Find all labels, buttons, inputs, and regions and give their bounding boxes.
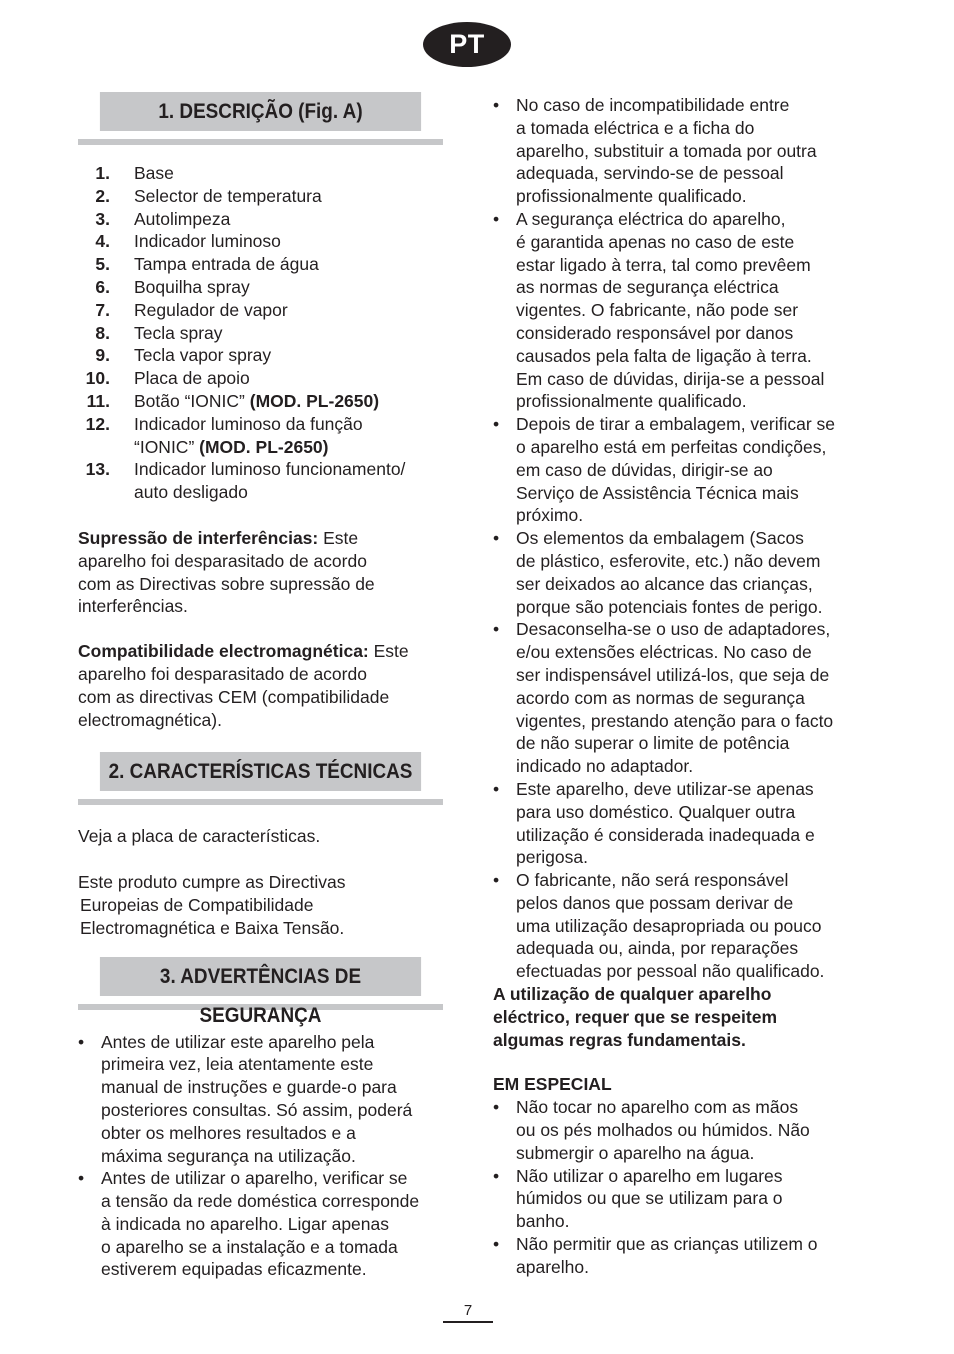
fundamental-rules-line: eléctrico, requer que se respeitem xyxy=(493,1006,778,1027)
bullet-item xyxy=(493,208,865,413)
item-text xyxy=(110,276,250,299)
item-number: 7. xyxy=(95,299,110,320)
interference-line: interferências. xyxy=(78,596,188,617)
bullet-line: para uso doméstico. Qualquer outra xyxy=(516,801,796,822)
language-badge: PT xyxy=(423,22,511,67)
bullet-line: Antes de utilizar o aparelho, verificar se xyxy=(101,1168,408,1189)
fundamental-rules-line: algumas regras fundamentais. xyxy=(493,1029,746,1050)
special-bullets xyxy=(493,1096,865,1278)
bullet-text xyxy=(516,778,815,869)
description-item xyxy=(78,413,443,459)
description-item xyxy=(78,230,443,253)
directives-line: Europeias de Compatibilidade xyxy=(80,894,314,915)
page-number: 7 xyxy=(463,1302,473,1319)
bullet-line: uma utilização desapropriada ou pouco xyxy=(516,915,822,936)
bullet-icon: • xyxy=(493,778,500,799)
bullet-line: à indicada no aparelho. Ligar apenas xyxy=(101,1213,389,1234)
item-text xyxy=(110,367,250,390)
bullet-line: é garantida apenas no caso de este xyxy=(516,231,795,252)
item-number: 8. xyxy=(95,322,110,343)
bullet-line: máxima segurança na utilização. xyxy=(101,1145,356,1166)
bullet-line: a tomada eléctrica e a ficha do xyxy=(516,117,755,138)
bullet-line: utilização é considerada inadequada e xyxy=(516,824,815,845)
item-label-continued: auto desligado xyxy=(134,482,248,503)
description-item xyxy=(78,322,443,345)
item-text xyxy=(110,208,230,231)
bullet-item xyxy=(493,527,865,618)
bullet-text xyxy=(516,1165,783,1233)
bullet-line: a tensão da rede doméstica corresponde xyxy=(101,1191,420,1212)
bullet-item xyxy=(493,413,865,527)
item-label: Indicador luminoso funcionamento/ xyxy=(134,459,406,480)
description-item xyxy=(78,276,443,299)
item-label: Tecla spray xyxy=(134,322,223,343)
bullet-line: Desaconselha-se o uso de adaptadores, xyxy=(516,619,831,640)
item-text xyxy=(110,162,174,185)
bullet-line: manual de instruções e guarde-o para xyxy=(101,1077,397,1098)
description-item xyxy=(78,208,443,231)
description-item xyxy=(78,299,443,322)
item-number: 1. xyxy=(95,163,110,183)
description-item xyxy=(78,390,443,413)
bullet-icon: • xyxy=(493,1234,500,1255)
bullet-line: aparelho. xyxy=(516,1256,589,1277)
bullet-item xyxy=(493,869,865,983)
description-item xyxy=(78,344,443,367)
bullet-icon: • xyxy=(493,208,500,229)
emc-line: electromagnética). xyxy=(78,709,222,730)
bullet-line: em caso de dúvidas, dirigir-se ao xyxy=(516,459,773,480)
bullet-line: o aparelho está em perfeitas condições, xyxy=(516,436,827,457)
item-text xyxy=(110,322,223,345)
interference-line: aparelho foi desparasitado de acordo xyxy=(78,550,367,571)
section-3-title: 3. ADVERTÊNCIAS DE SEGURANÇA xyxy=(100,957,421,996)
bullet-line: próximo. xyxy=(516,505,584,526)
section-2-rule xyxy=(78,799,443,805)
bullet-line: O fabricante, não será responsável xyxy=(516,870,789,891)
item-label: Selector de temperatura xyxy=(134,185,322,206)
interference-paragraph xyxy=(78,527,443,618)
bullet-icon: • xyxy=(493,1097,500,1118)
item-label: Placa de apoio xyxy=(134,368,250,389)
description-item xyxy=(78,367,443,390)
bullet-line: porque são potenciais fontes de perigo. xyxy=(516,596,823,617)
description-item xyxy=(78,253,443,276)
bullet-line: Não tocar no aparelho com as mãos xyxy=(516,1097,799,1118)
bullet-line: vigentes. O fabricante, não pode ser xyxy=(516,300,799,321)
bullet-line: vigentes, prestando atenção para o facto xyxy=(516,710,834,731)
bullet-line: ser deixados ao alcance das crianças, xyxy=(516,573,813,594)
bullet-line: aparelho, substituir a tomada por outra xyxy=(516,140,817,161)
bullet-line: ser indispensável utilizá-los, que seja de xyxy=(516,664,830,685)
safety-bullets xyxy=(78,1031,443,1282)
bullet-line: profissionalmente qualificado. xyxy=(516,391,747,412)
emc-line: com as directivas CEM (compatibilidade xyxy=(78,686,390,707)
item-number: 10. xyxy=(85,368,110,389)
em-especial-heading: EM ESPECIAL xyxy=(493,1074,612,1095)
item-label: Tampa entrada de água xyxy=(134,254,319,275)
directives-line: Electromagnética e Baixa Tensão. xyxy=(80,917,345,938)
fundamental-rules-line: A utilização de qualquer aparelho xyxy=(493,984,772,1005)
item-text xyxy=(110,458,405,504)
bullet-line: adequada ou, ainda, por reparações xyxy=(516,938,799,959)
model-label: (MOD. PL-2650) xyxy=(249,390,380,411)
item-label: Tecla vapor spray xyxy=(134,345,272,366)
bullet-line: A segurança eléctrica do aparelho, xyxy=(516,208,786,229)
bullet-line: No caso de incompatibilidade entre xyxy=(516,95,790,115)
emc-text: Este xyxy=(368,641,409,662)
bullet-line: Não permitir que as crianças utilizem o xyxy=(516,1234,818,1255)
item-text xyxy=(110,253,319,276)
bullet-text xyxy=(516,208,824,413)
right-column xyxy=(493,94,865,1279)
bullet-line: posteriores consultas. Só assim, poderá xyxy=(101,1099,413,1120)
item-label: Regulador de vapor xyxy=(134,299,288,320)
item-number: 12. xyxy=(85,413,110,434)
bullet-line: húmidos ou que se utilizam para o xyxy=(516,1188,783,1209)
bullet-line: as normas de segurança eléctrica xyxy=(516,277,779,298)
item-label: Boquilha spray xyxy=(134,276,250,297)
spec-plate-text: Veja a placa de características. xyxy=(78,826,321,847)
bullet-line: e/ou extensões eléctricas. No caso de xyxy=(516,642,812,663)
left-column xyxy=(78,92,443,1281)
bullet-item xyxy=(493,94,865,208)
bullet-icon: • xyxy=(493,870,500,891)
item-text xyxy=(110,230,281,253)
bullet-text xyxy=(516,1096,810,1164)
item-number: 13. xyxy=(85,459,110,480)
item-label: Base xyxy=(134,163,174,183)
item-label: Indicador luminoso da função xyxy=(134,413,363,434)
description-item xyxy=(78,162,443,185)
section-2-title: 2. CARACTERÍSTICAS TÉCNICAS xyxy=(100,752,421,791)
item-number: 5. xyxy=(95,254,110,275)
fundamental-rules-paragraph xyxy=(493,983,865,1051)
item-number: 11. xyxy=(86,390,110,411)
item-number: 9. xyxy=(95,345,110,366)
bullet-text xyxy=(101,1167,419,1281)
interference-text: Este xyxy=(318,527,359,548)
item-label: Autolimpeza xyxy=(134,208,231,229)
directives-paragraph xyxy=(78,871,443,939)
bullet-line: considerado responsável por danos xyxy=(516,322,794,343)
bullet-line: de não superar o limite de potência xyxy=(516,733,790,754)
item-text xyxy=(110,344,271,367)
safety-bullets-continued xyxy=(493,94,865,983)
bullet-icon: • xyxy=(493,414,500,435)
section-1-rule xyxy=(78,139,443,145)
model-label: (MOD. PL-2650) xyxy=(199,436,329,457)
description-item xyxy=(78,185,443,208)
bullet-line: de plástico, esferovite, etc.) não devem xyxy=(516,550,821,571)
emc-paragraph xyxy=(78,640,443,731)
bullet-text xyxy=(516,869,824,983)
item-label-continued: “IONIC” xyxy=(134,436,195,457)
item-label: Botão “IONIC” xyxy=(134,390,245,411)
bullet-line: acordo com as normas de segurança xyxy=(516,687,805,708)
bullet-line: Não utilizar o aparelho em lugares xyxy=(516,1165,783,1186)
bullet-item xyxy=(493,618,865,778)
description-list xyxy=(78,162,443,504)
bullet-icon: • xyxy=(78,1168,85,1189)
emc-line: aparelho foi desparasitado de acordo xyxy=(78,663,367,684)
bullet-item xyxy=(78,1167,443,1281)
bullet-line: causados pela falta de ligação à terra. xyxy=(516,345,812,366)
item-number: 6. xyxy=(95,276,110,297)
bullet-item xyxy=(493,1096,865,1164)
bullet-line: efectuadas por pessoal não qualificado. xyxy=(516,961,825,982)
item-text xyxy=(110,390,379,413)
item-text xyxy=(110,413,363,459)
bullet-text xyxy=(101,1031,412,1168)
bullet-icon: • xyxy=(78,1031,85,1052)
bullet-icon: • xyxy=(493,528,500,549)
bullet-line: profissionalmente qualificado. xyxy=(516,186,747,207)
bullet-line: indicado no adaptador. xyxy=(516,756,694,777)
bullet-line: pelos danos que possam derivar de xyxy=(516,892,794,913)
interference-line: com as Directivas sobre supressão de xyxy=(78,573,375,594)
bullet-line: estar ligado à terra, tal como prevêem xyxy=(516,254,811,275)
bullet-line: Este aparelho, deve utilizar-se apenas xyxy=(516,778,814,799)
item-number: 4. xyxy=(95,231,110,252)
interference-label: Supressão de interferências: xyxy=(78,527,319,548)
bullet-line: obter os melhores resultados e a xyxy=(101,1122,356,1143)
bullet-line: Antes de utilizar este aparelho pela xyxy=(101,1031,375,1052)
bullet-text xyxy=(516,1233,818,1279)
bullet-item xyxy=(493,1233,865,1279)
item-number: 2. xyxy=(95,185,110,206)
bullet-line: estiverem equipadas eficazmente. xyxy=(101,1259,367,1280)
bullet-line: banho. xyxy=(516,1211,570,1232)
bullet-text xyxy=(516,527,822,618)
bullet-icon: • xyxy=(493,1165,500,1186)
bullet-line: Serviço de Assistência Técnica mais xyxy=(516,482,799,503)
directives-line: Este produto cumpre as Directivas xyxy=(78,872,346,893)
bullet-text xyxy=(516,94,817,208)
bullet-line: Os elementos da embalagem (Sacos xyxy=(516,528,804,549)
emc-label: Compatibilidade electromagnética: xyxy=(78,641,369,662)
bullet-line: Depois de tirar a embalagem, verificar se xyxy=(516,414,836,435)
bullet-text xyxy=(516,618,833,778)
bullet-line: ou os pés molhados ou húmidos. Não xyxy=(516,1120,810,1141)
bullet-line: Em caso de dúvidas, dirija-se a pessoal xyxy=(516,368,825,389)
section-1-title: 1. DESCRIÇÃO (Fig. A) xyxy=(100,92,421,131)
bullet-line: primeira vez, leia atentamente este xyxy=(101,1054,374,1075)
item-number: 3. xyxy=(95,208,110,229)
item-label: Indicador luminoso xyxy=(134,231,281,252)
bullet-item xyxy=(493,778,865,869)
page-number-rule xyxy=(443,1321,493,1323)
item-text xyxy=(110,299,288,322)
bullet-item xyxy=(493,1165,865,1233)
bullet-icon: • xyxy=(493,619,500,640)
item-text xyxy=(110,185,322,208)
bullet-line: submergir o aparelho na água. xyxy=(516,1142,755,1163)
bullet-icon: • xyxy=(493,95,500,115)
bullet-line: perigosa. xyxy=(516,847,588,868)
bullet-text xyxy=(516,413,835,527)
bullet-line: o aparelho se a instalação e a tomada xyxy=(101,1236,398,1257)
bullet-line: adequada, servindo-se de pessoal xyxy=(516,163,784,184)
description-item xyxy=(78,458,443,504)
bullet-item xyxy=(78,1031,443,1168)
